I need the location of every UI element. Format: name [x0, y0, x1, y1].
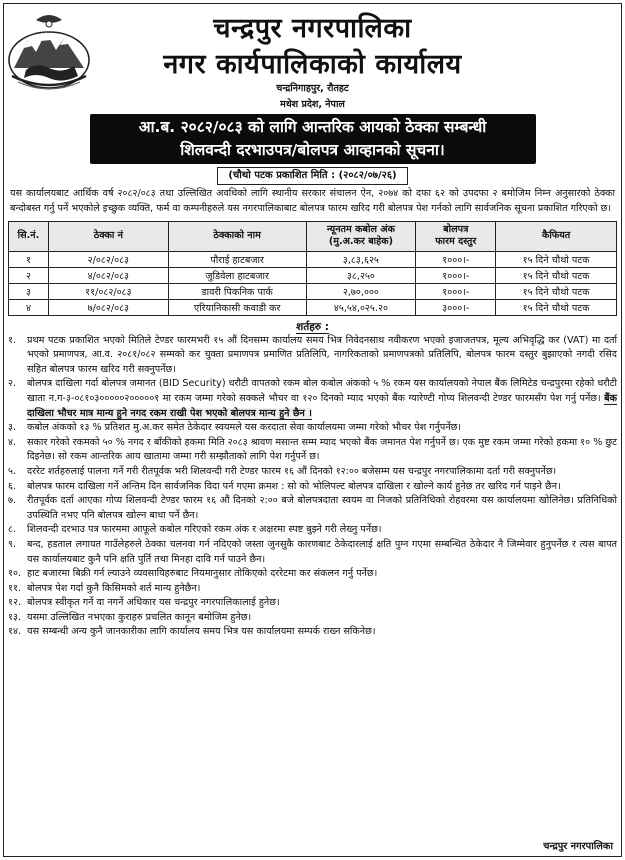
header-sn: सि.नं. — [9, 221, 49, 251]
notice-page — [3, 3, 622, 857]
intro-paragraph: यस कार्यालयबाट आर्थिक वर्ष २०८२/०८३ तथा उल्लिखित अवधिको लागि स्थानीय सरकार संचालन ऐन, २०७४ को दफा ६२ को उपदफा २ बमोजिम निम्न अनुसारको ठेक्का बन्दोबस्त गर्नु पर्ने भएकोले इच्छुक व्यक्ति, फर्म वा कम्पनीहरुले यस नगरपालिकाबाट बोलपत्र फारम खरिद गरी बोलपत्र पेश गर्नको लागि सार्वजनिक सूचना प्रकाशित गरिएको छ। — [10, 188, 615, 214]
list-item: ८. शिलवन्दी दरभाउ पत्र फारममा आफूले कबोल गरिएको रकम अंक र अक्षरमा स्पष्ट बुझ्ने गरी लेख्नु पर्नेछ। — [8, 524, 382, 536]
list-item: २. बोलपत्र दाखिला गर्दा बोलपत्र जमानत (BID Security) धरौटी वापतको रकम बोल कबोल अंकको ५ % रकम यस कार्यालयको नेपाल बैंक लिमिटेड चन्द्रपुरमा रहेको धरौटी खाता न.ग-३-०८१०३०००००२०००००१ मा रकम जम्मा गरेको सक्कले भौचर वा १२० दिनको म्याद भएको बैंक ग्यारेण्टी गोप्य शिलवन्दी टेण्डर फारमसँग पेश गर्नु पर्नेछ। बैंक दाखिला भौचर मात्र मान्य हुने नगद रकम राखी पेश भएको बोलपत्र मान्य हुने छैन । — [8, 378, 617, 419]
table-row: ३ ११/०८२/०८३ डावरी पिकनिक पार्क २,७०,००० १०००।- १५ दिने चौथो पटक — [9, 283, 617, 299]
banner-line-1: आ.ब. २०८२/०८३ को लागि आन्तरिक आयको ठेक्का सम्बन्धी — [138, 118, 487, 136]
bank-voucher-note: बैंक दाखिला भौचर मात्र मान्य हुने नगद रकम राखी पेश भएको बोलपत्र मान्य हुने छैन । — [27, 392, 617, 419]
header-contract-no: ठेक्का नं — [48, 221, 168, 251]
header — [4, 4, 621, 98]
table-header-row — [9, 221, 617, 251]
list-item: ५. दररेट शर्तहरुलाई पालना गर्ने गरी रीतपूर्वक भरी शिलवन्दी गरी टेण्डर फारम १६ औं दिनको १२:०० बजेसम्म यस चन्द्रपुर नगरपालिकामा दर्ता गरी सक्नुपर्नेछ। — [8, 465, 557, 477]
list-item: ६. बोलपत्र फारम दाखिला गर्ने अन्तिम दिन सार्वजनिक विदा पर्न गएमा क्रमश : सो को भोलिपल्ट बोलपत्र दाखिला र खोल्ने कार्य हुनेछ तर खरिद गर्न पाइने छैन। — [8, 480, 561, 492]
list-item: ९. बन्द, हडताल लगायत गाउँलेहरुले ठेक्का चलनवा गर्न नदिएको जस्ता जुनसुकै कारणबाट ठेकेदारलाई क्षति पुग्न गएमा सम्बन्धित ठेकेदार नै जिम्मेवार हुनुपर्नेछ र त्यस बापत यस कार्यालयबाट कुनै पनि क्षति पुर्ति तथा मिनहा दावि गर्न पाउने छैन। — [8, 538, 617, 565]
banner-line-2: शिलवन्दी दरभाउपत्र/बोलपत्र आव्हानको सूचना। — [180, 141, 445, 159]
list-item: ४. सकार गरेको रकमको ५० % नगद र बाँकीको हकमा मिति २०८३ श्रावण मसान्त सम्म म्याद भएको बैंक जमानत पेश गर्नुपर्ने छ। एक मुष्ट रकम जम्मा गरेको हकमा १० % छुट दिइनेछ। सो रकम आन्तरिक आय खातामा जम्मा गरी सम्झौताको लागि पेश गर्नुपर्ने छ। — [8, 436, 617, 463]
table-row: ४ ७/०८२/०८३ एरियानिकासी कवाडी कर ४५,५४,०२५.२० ३०००।- १५ दिने चौथो पटक — [9, 299, 617, 315]
list-item: १२. बोलपत्र स्वीकृत गर्ने वा नगर्ने अधिकार यस चन्द्रपुर नगरपालिकालाई हुनेछ। — [8, 597, 280, 609]
notice-banner — [90, 114, 536, 164]
province: मधेश प्रदेश, नेपाल — [280, 99, 345, 110]
list-item: १. प्रथम पटक प्रकाशित भएको मितिले टेण्डर फारमभरी १५ औं दिनसम्म कार्यालय समय भित्र निवेदनसाथ नवीकरण भएको इजाजतपत्र, मूल्य अभिवृद्धि कर (VAT) मा दर्ता भएको प्रमाणपत्र, आ.व. २०८१/०८२ सम्मको कर चुक्ता प्रमाणपत्र प्रमाणित प्रतिलिपि, नागरिकताको प्रमाणपत्रको प्रतिलिपि, बोलपत्र फारम दस्तुर बुझाएको नगदी रसिद सहित बोलपत्र फारम खरिद गरी सक्नुपर्नेछ। — [8, 334, 617, 375]
header-min-amount: न्यूनतम कबोल अंक (मु.अ.कर बाहेक) — [306, 221, 416, 251]
header-name: ठेक्काको नाम — [168, 221, 306, 251]
publish-date-note: (चौथो पटक प्रकाशित मिति : (२०८२/०७/२६) — [217, 167, 407, 185]
office-title: नगर कार्यपालिकाको कार्यालय — [163, 49, 462, 80]
conditions-title: शर्तहरु : — [296, 320, 329, 333]
table-row: २ ४/०८२/०८३ जुडिवेला हाटबजार ३८,२५० १०००।- १५ दिने चौथो पटक — [9, 267, 617, 283]
address: चन्द्रनिगाहपुर, रौतहट — [276, 83, 349, 94]
list-item: ११. बोलपत्र पेश गर्दा कुनै किसिमको शर्त मान्य हुनेछैन। — [8, 582, 201, 594]
list-item: १३. यसमा उल्लिखित नभएका कुराहरु प्रचलित कानून बमोजिम हुनेछ। — [8, 611, 252, 623]
table-row: १ २/०८२/०८३ पौराई हाटबजार ३,८३,६२५ १०००।- १५ दिने चौथो पटक — [9, 251, 617, 267]
municipality-title: चन्द्रपुर नगरपालिका — [213, 13, 412, 44]
list-item: १०. हाट बजारमा बिक्री गर्न ल्याउने व्यवसायिहरुबाट नियमानुसार तोकिएको दररेटमा कर संकलन गर्नु पर्नेछ। — [8, 568, 378, 580]
header-remarks: कैफियत — [496, 221, 617, 251]
header-fee: बोलपत्र फारम दस्तुर — [416, 221, 496, 251]
signature: चन्द्रपुर नगरपालिका — [543, 841, 613, 852]
list-item: १४. यस सम्बन्धी अन्य कुनै जानकारीका लागि कार्यालय समय भित्र यस कार्यालयमा सम्पर्क राख्न सकिनेछ। — [8, 626, 376, 638]
list-item: ३. कबोल अंकको १३ % प्रतिशत मु.अ.कर समेत ठेकेदार स्वयमले यस करदाता सेवा कार्यालयमा जम्मा गरेको भौचर पेश गर्नुपर्नेछ। — [8, 422, 462, 434]
list-item: ७. रीतपूर्वक दर्ता आएका गोप्य शिलवन्दी टेण्डर फारम १६ औं दिनको २:०० बजे बोलपत्रदाता स्वयम वा निजको प्रतिनिधिको रोहवरमा यस कार्यालयमा खोलिनेछ। प्रतिनिधिको उपस्थिति नभए पनि बोलपत्र खोल्न बाधा पर्ने छैन। — [8, 495, 617, 521]
conditions-list — [4, 334, 621, 640]
tender-table — [8, 221, 617, 316]
